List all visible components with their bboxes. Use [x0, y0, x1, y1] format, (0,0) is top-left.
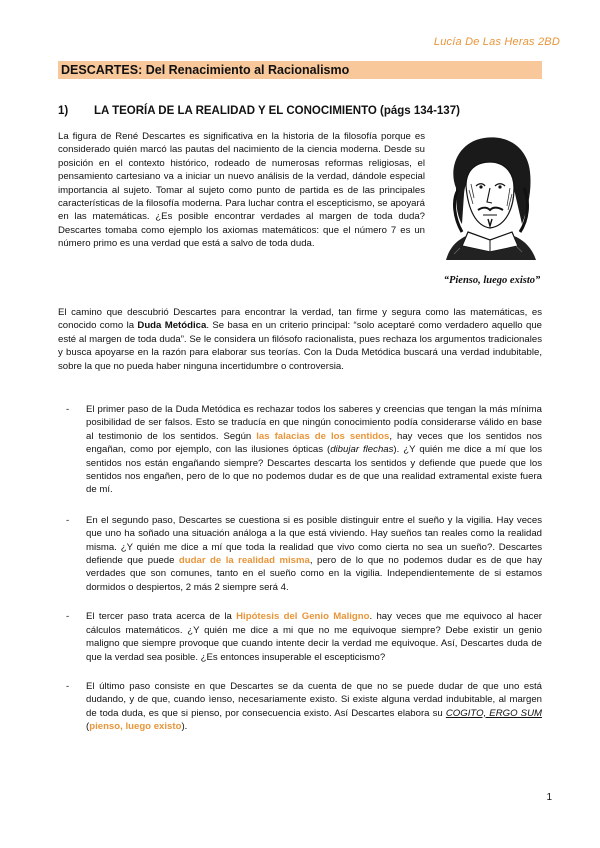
intro-paragraph: La figura de René Descartes es significativa en la historia de la filosofía porque es considerado quién marcó las pautas del nacimiento de la ciencia moderna. Desde su posición en el contexto histórico, rodeado de numerosas reformas religiosas, el pensamiento cartesiano va a iniciar un nuevo análisis de la verdad, dándole especial importancia al sujeto. Tomar al sujeto como punto de partida es de las principales características de la filosofía moderna. Para luchar contra el escepticismo, se apoyará en las matemáticas. ¿Es posible encontrar verdades al margen de toda duda? Descartes tomaba como ejemplo los axiomas matemáticos: que el número 7 es un número primo es una verdad que está a salvo de toda duda. — [58, 131, 425, 250]
italic-term: dibujar flechas — [330, 444, 394, 456]
highlight-term: Hipótesis del Genio Maligno — [236, 611, 370, 623]
duda-metodica-paragraph — [58, 306, 542, 373]
bold-term: Duda Metódica — [137, 320, 207, 332]
text-span: El tercer paso trata acerca de la — [86, 611, 237, 623]
text-span: . Se basa en un criterio principal: “solo aceptaré como verdadero aquello que esté al margen de toda duda”. Se le considera un filósofo racionalista, pues rechaza los argumentos tradicionales y busca apoyarse en la razón para elaborar sus teorías. Con la Duda Metódica buscará una verdad indubitable, sobre la que no pueda haber ninguna incertidumbre o controversia. — [58, 320, 542, 372]
text-span: ( — [86, 721, 90, 733]
descartes-portrait-icon — [436, 128, 542, 260]
author-header: Lucía De Las Heras 2BD — [433, 36, 560, 48]
list-item — [58, 680, 542, 734]
latin-phrase: COGITO, ERGO SUM — [445, 707, 542, 719]
page-number: 1 — [546, 792, 552, 803]
text-span: , pero de lo que no podemos dudar es de que hay verdades que son comunes, tanto en el sueño como en la vigilia. Independientemente de si estamos dormidos o despiertos, 2 más 2 siempre será 4. — [86, 555, 542, 593]
bullet-dash: - — [66, 514, 70, 526]
text-span: , hay veces que los sentidos nos engañan, como por ejemplo, con las ilusiones ópticas ( — [86, 430, 542, 456]
text-span: El camino que descubrió Descartes para encontrar la verdad, tan firme y segura como las matemáticas, es conocido como la — [58, 307, 542, 332]
document-title: DESCARTES: Del Renacimiento al Racionalismo — [58, 61, 542, 79]
text-span: . hay veces que me equivoco al hacer cálculos matemáticos. ¿Y quién me dice a mi que no me equivoque siempre? Debe existir un genio maligno que siempre provoque que cuando intente decir la verdad me equivoque. Así, Descartes duda de que la verdad sea posible. ¿Es entonces insuperable el escepticismo? — [86, 611, 542, 663]
text-span: En el segundo paso, Descartes se cuestiona si es posible distinguir entre el sueño y la vigilia. Hay veces que uno ha soñado una situación análoga a la que está viviendo. Hay sueños tan reales como la realidad misma. ¿Y quién me dice a mí que toda la realidad que vivo como cierta no sea un sueño?. Descartes defiende que puede — [86, 514, 542, 567]
bullet-dash: - — [66, 680, 70, 692]
highlight-term: dudar de la realidad misma — [178, 555, 310, 567]
text-span: ). — [181, 721, 188, 733]
list-item — [58, 610, 542, 664]
list-item — [58, 403, 542, 497]
highlight-term: pienso, luego existo — [89, 721, 182, 733]
section-title: LA TEORÍA DE LA REALIDAD Y EL CONOCIMIENTO (págs 134-137) — [94, 105, 460, 117]
section-number: 1) — [58, 105, 69, 117]
bullet-dash: - — [66, 611, 70, 623]
section-heading — [58, 105, 548, 117]
steps-list — [58, 403, 542, 734]
list-item — [58, 514, 542, 594]
highlight-term: las falacias de los sentidos — [256, 430, 390, 442]
text-span: ). ¿Y quién me dice a mí que los sentidos nos están engañando siempre? Descartes descarta los sentidos y defiende que puede que los sentidos nos engañen, pero de lo que no podemos dudar es de que una realidad extramental existe fuera de mí. — [86, 444, 542, 496]
bullet-dash: - — [66, 404, 70, 415]
text-span: El primer paso de la Duda Metódica es rechazar todos los saberes y creencias que tengan la más mínima posibilidad de ser falsos. Esto se traducía en que ningún conocimiento podía considerarse válido en base al testimonio de los sentidos. Según — [86, 404, 542, 442]
portrait-caption: “Pienso, luego existo” — [443, 275, 541, 286]
text-span: El último paso consiste en que Descartes se da cuenta de que no se puede dudar de que uno está dudando, y de que, cuando ìenso, necesariamente existo. Si existe alguna verdad indubitable, al margen de toda duda, es que si pienso, por consecuencia existo. Así Descartes elabora su — [86, 680, 542, 719]
